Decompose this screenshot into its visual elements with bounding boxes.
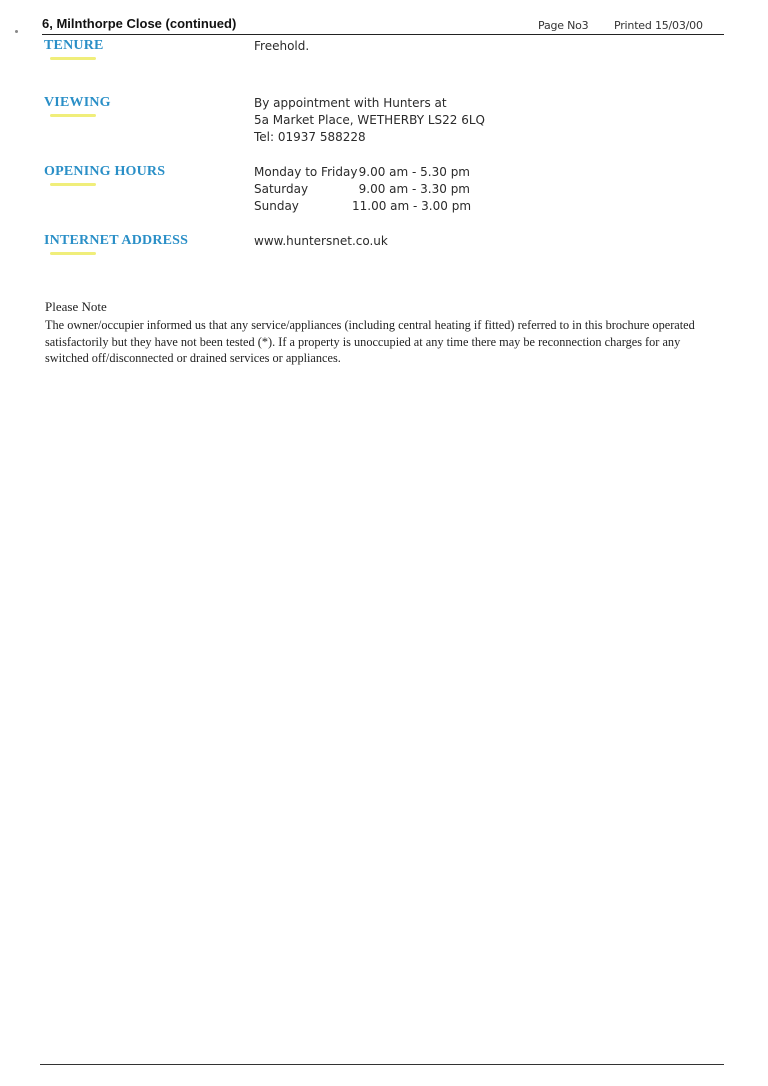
tenure-highlight-mark <box>50 57 96 60</box>
viewing-highlight-mark <box>50 114 96 117</box>
internet-address-highlight-mark <box>50 252 96 255</box>
printed-date: Printed 15/03/00 <box>614 19 703 32</box>
hours-day: Monday to Friday <box>254 165 358 179</box>
hours-row <box>254 198 470 215</box>
hours-row <box>254 181 470 198</box>
hours-row <box>254 164 470 181</box>
viewing-address: 5a Market Place, WETHERBY LS22 6LQ <box>254 113 485 127</box>
note-body: The owner/occupier informed us that any service/appliances (including central heating if fitted) referred to in this brochure operated satisfactorily but they have not been tested (*). If a property is unoccupied at any time there may be reconnection charges for any switched off/disconnected or drained services or appliances. <box>45 318 695 365</box>
opening-hours-table <box>254 164 470 215</box>
tenure-value: Freehold. <box>254 39 310 53</box>
internet-address-heading: INTERNET ADDRESS <box>44 233 189 248</box>
hours-time: 9.00 am - 5.30 pm <box>358 165 470 179</box>
internet-address-value: www.huntersnet.co.uk <box>254 234 388 248</box>
hours-time: 9.00 am - 3.30 pm <box>358 182 470 196</box>
scan-speck <box>15 30 18 33</box>
header-rule <box>42 34 724 35</box>
page-number: Page No3 <box>538 19 589 32</box>
hours-time: 11.00 am - 3.00 pm <box>352 199 472 213</box>
hours-day: Sunday <box>254 199 299 213</box>
document-title: 6, Milnthorpe Close (continued) <box>42 16 237 31</box>
footer-rule <box>40 1064 724 1065</box>
viewing-details <box>254 95 485 146</box>
tenure-heading: TENURE <box>44 38 104 53</box>
note-title: Please Note <box>45 299 107 314</box>
viewing-line: By appointment with Hunters at <box>254 96 447 110</box>
hours-day: Saturday <box>254 182 309 196</box>
opening-hours-heading: OPENING HOURS <box>44 164 166 179</box>
viewing-telephone: Tel: 01937 588228 <box>254 130 366 144</box>
opening-hours-highlight-mark <box>50 183 96 186</box>
viewing-heading: VIEWING <box>44 95 111 110</box>
